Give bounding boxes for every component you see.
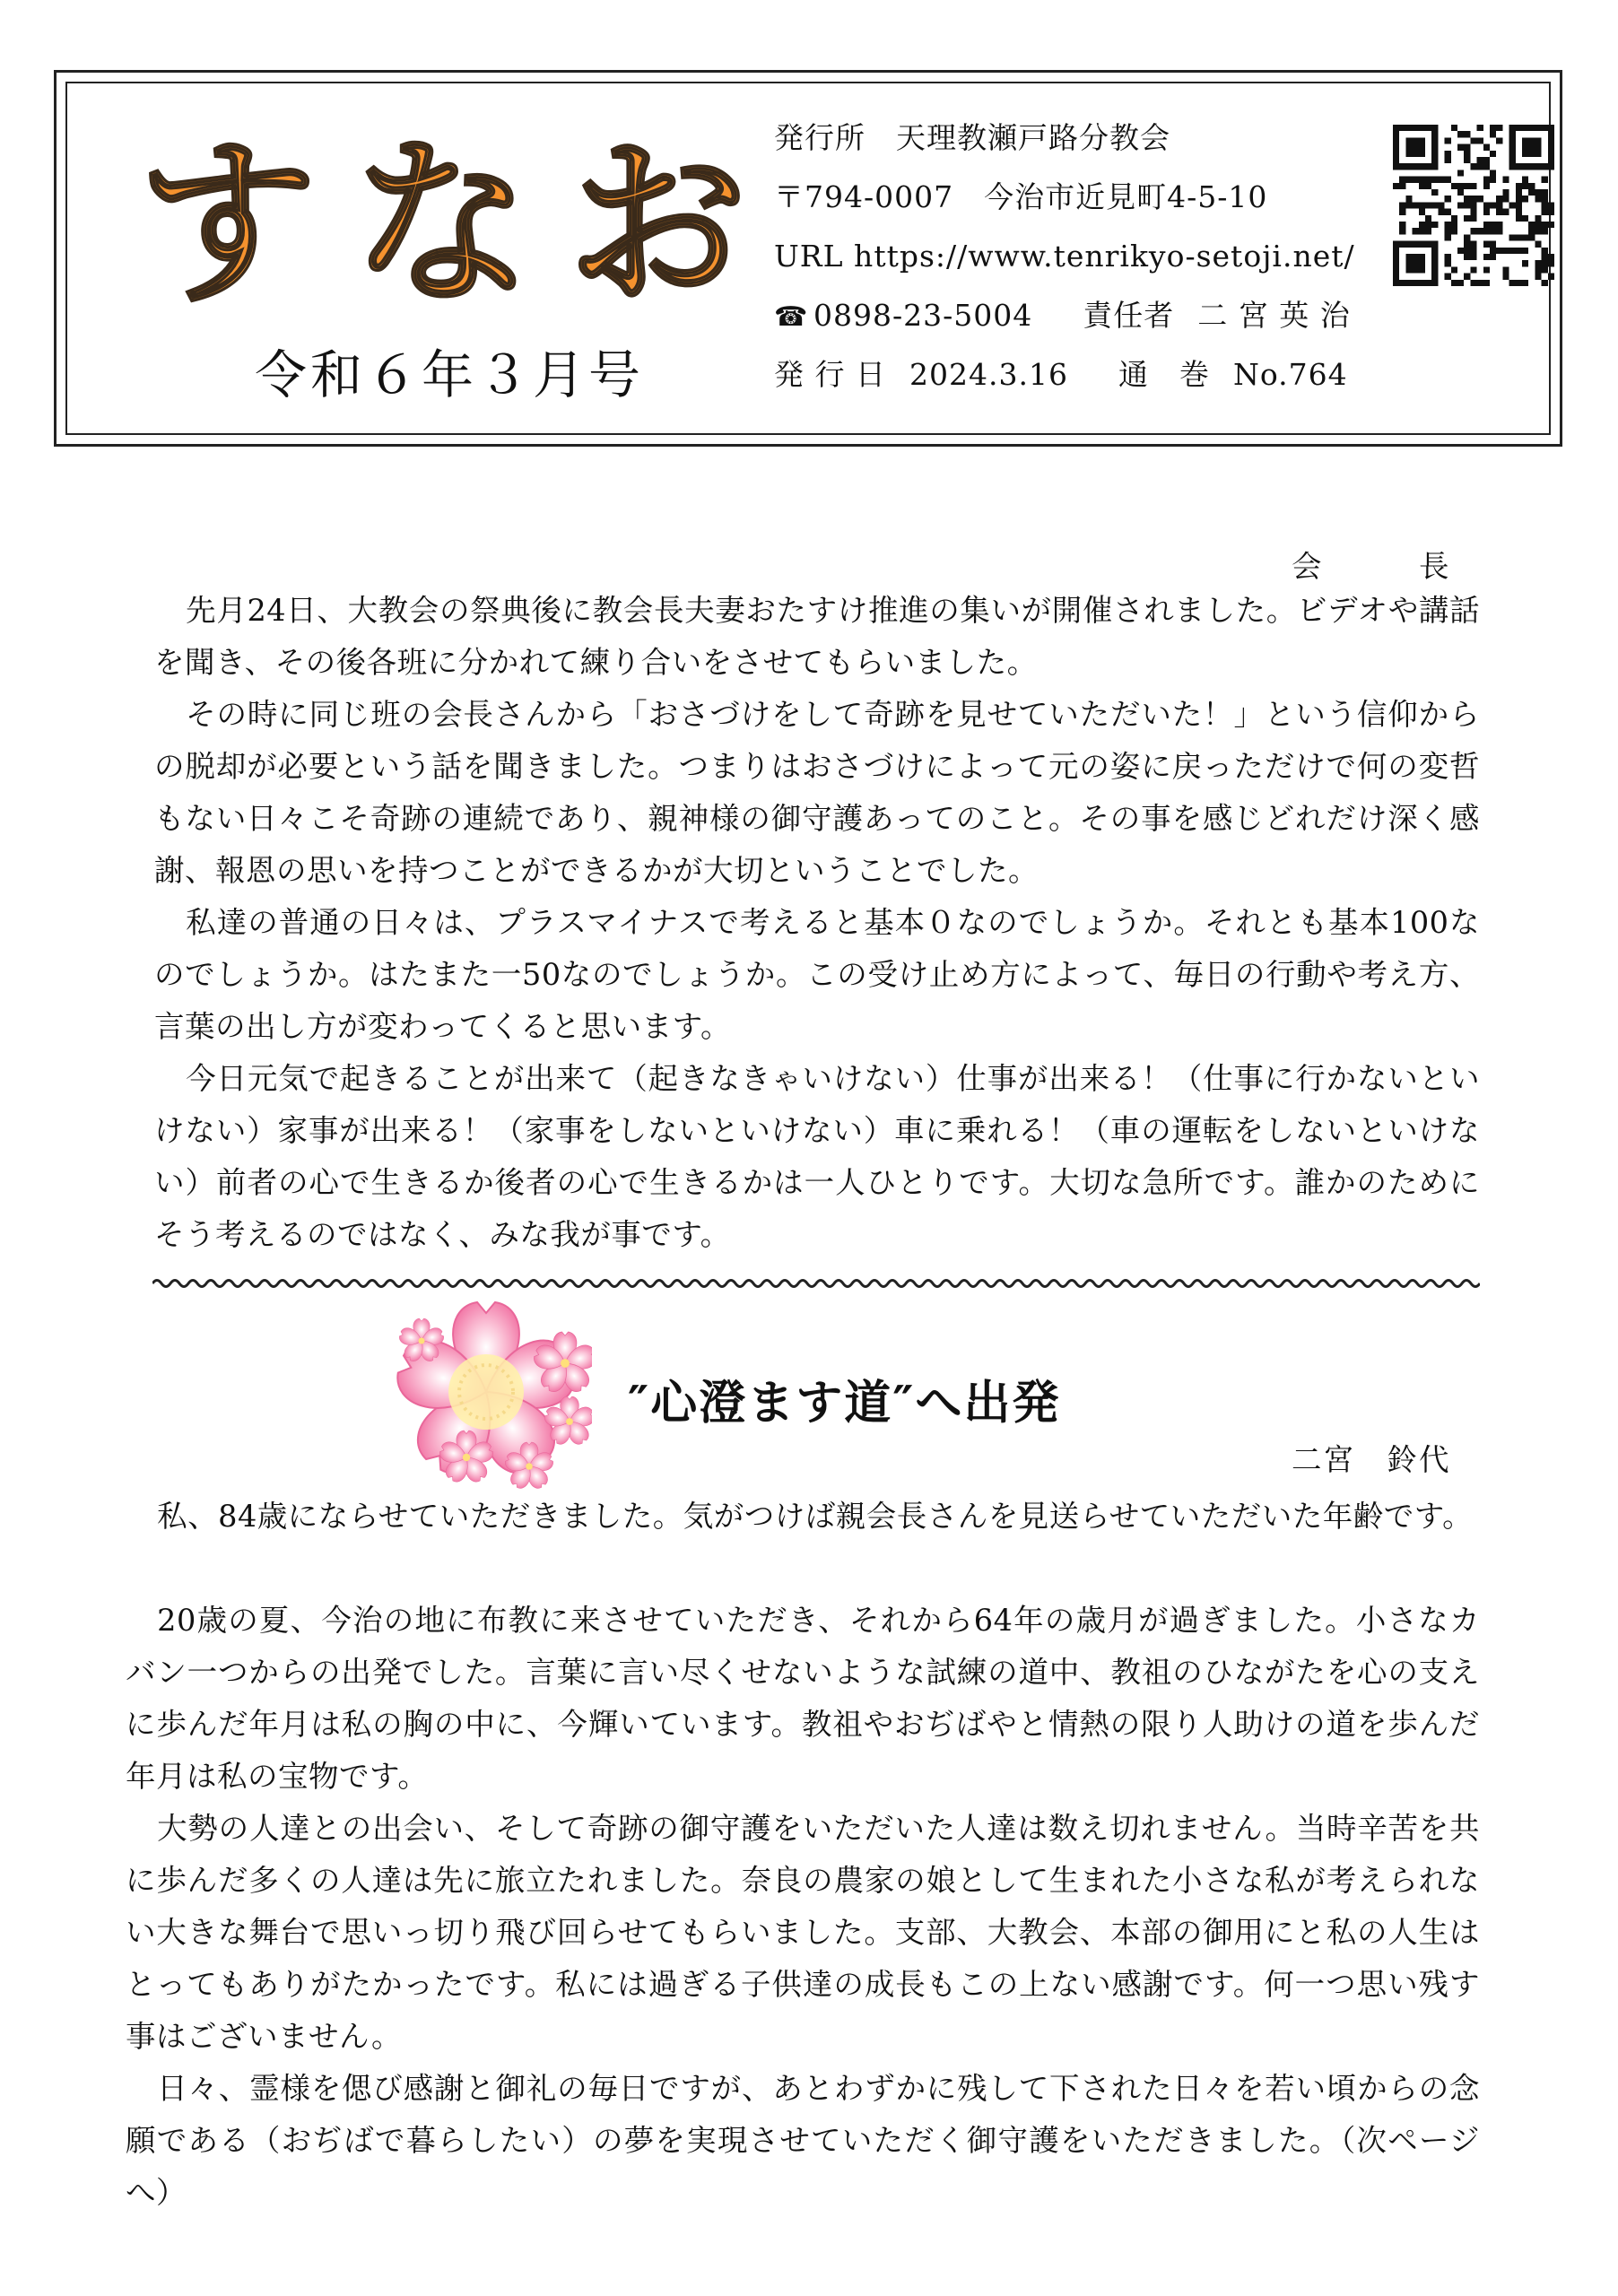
cherry-blossom-icon: [386, 1300, 592, 1489]
article2-title: ″心澄ます道″へ出発: [628, 1377, 1061, 1431]
article1-author: 会 長: [1292, 549, 1451, 584]
responsible-label: 責任者: [1083, 298, 1175, 333]
issue-date: 2024.3.16: [909, 357, 1068, 392]
newsletter-title: [142, 107, 779, 340]
publisher-line: 発行所 天理教瀬戸路分教会: [774, 120, 1170, 155]
issue-month: 令和６年３月号: [254, 344, 644, 405]
url-line[interactable]: URL https://www.tenrikyo-setoji.net/: [774, 239, 1355, 274]
masthead: [54, 70, 1562, 447]
qr-code-icon[interactable]: [1393, 125, 1554, 286]
article2-paragraph-4: 日々、霊様を偲び感謝と御礼の毎日ですが、あとわずかに残して下された日々を若い頃からの念願である（おぢばで暮らしたい）の夢を実現させていただく御守護をいただきました。（次ページへ）: [126, 2071, 1480, 2210]
telephone-icon: ☎: [774, 301, 809, 333]
article2-author: 二宮 鈴代: [1292, 1442, 1451, 1477]
volume-number: No.764: [1232, 357, 1348, 392]
publisher-info: [774, 109, 1438, 404]
issue-date-label: 発 行 日: [774, 357, 886, 392]
article1-paragraph-1: 先月24日、大教会の祭典後に教会長夫妻おたすけ推進の集いが開催されました。ビデオや講話を聞き、その後各班に分かれて練り合いをさせてもらいました。: [154, 593, 1480, 680]
article2-paragraph-1: 私、84歳にならせていただきました。気がつけば親会長さんを見送らせていただいた年齢です。: [157, 1499, 1474, 1534]
article1-paragraph-4: 今日元気で起きることが出来て（起きなきゃいけない）仕事が出来る！（仕事に行かないといけない）家事が出来る！（家事をしないといけない）車に乗れる！（車の運転をしないといけない）前者の心で生きるか後者の心で生きるかは一人ひとりです。大切な急所です。誰かのためにそう考えるのではなく、みな我が事です。: [154, 1061, 1480, 1252]
phone-number: 0898-23-5004: [813, 298, 1033, 333]
address-line: 〒794-0007 今治市近見町4-5-10: [774, 179, 1268, 214]
issue-date-line: [774, 345, 1438, 404]
article1-paragraph-3: 私達の普通の日々は、プラスマイナスで考えると基本０なのでしょうか。それとも基本100なのでしょうか。はたまた一50なのでしょうか。この受け止め方によって、毎日の行動や考え方、言葉の出し方が変わってくると思います。: [154, 905, 1480, 1044]
newsletter-title-text: すなお: [142, 120, 779, 329]
article2-paragraph-2: 20歳の夏、今治の地に布教に来させていただき、それから64年の歳月が過ぎました。小さなカバン一つからの出発でした。言葉に言い尽くせないような試練の道中、教祖のひながたを心の支えに歩んだ年月は私の胸の中に、今輝いています。教祖やおぢばやと情熱の限り人助けの道を歩んだ年月は私の宝物です。: [126, 1603, 1480, 1794]
newsletter-title-graphic: [142, 107, 779, 340]
volume-label: 通 巻: [1118, 357, 1210, 392]
article2-paragraph-3: 大勢の人達との出会い、そして奇跡の御守護をいただいた人達は数え切れません。当時辛苦を共に歩んだ多くの人達は先に旅立たれました。奈良の農家の娘として生まれた小さな私が考えられない大きな舞台で思いっ切り飛び回らせてもらいました。支部、大教会、本部の御用にと私の人生はとってもありがたかったです。私には過ぎる子供達の成長もこの上ない感謝です。何一つ思い残す事はございません。: [126, 1811, 1480, 2054]
wavy-divider: [152, 1277, 1480, 1290]
article1-paragraph-2: その時に同じ班の会長さんから「おさづけをして奇跡を見せていただいた！」という信仰からの脱却が必要という話を聞きました。つまりはおさづけによって元の姿に戻っただけで何の変哲もない日々こそ奇跡の連続であり、親神様の御守護あってのこと。その事を感じどれだけ深く感謝、報恩の思いを持つことができるかが大切ということでした。: [154, 697, 1480, 888]
responsible-name: 二 宮 英 治: [1197, 298, 1351, 333]
phone-line: [774, 286, 1438, 345]
